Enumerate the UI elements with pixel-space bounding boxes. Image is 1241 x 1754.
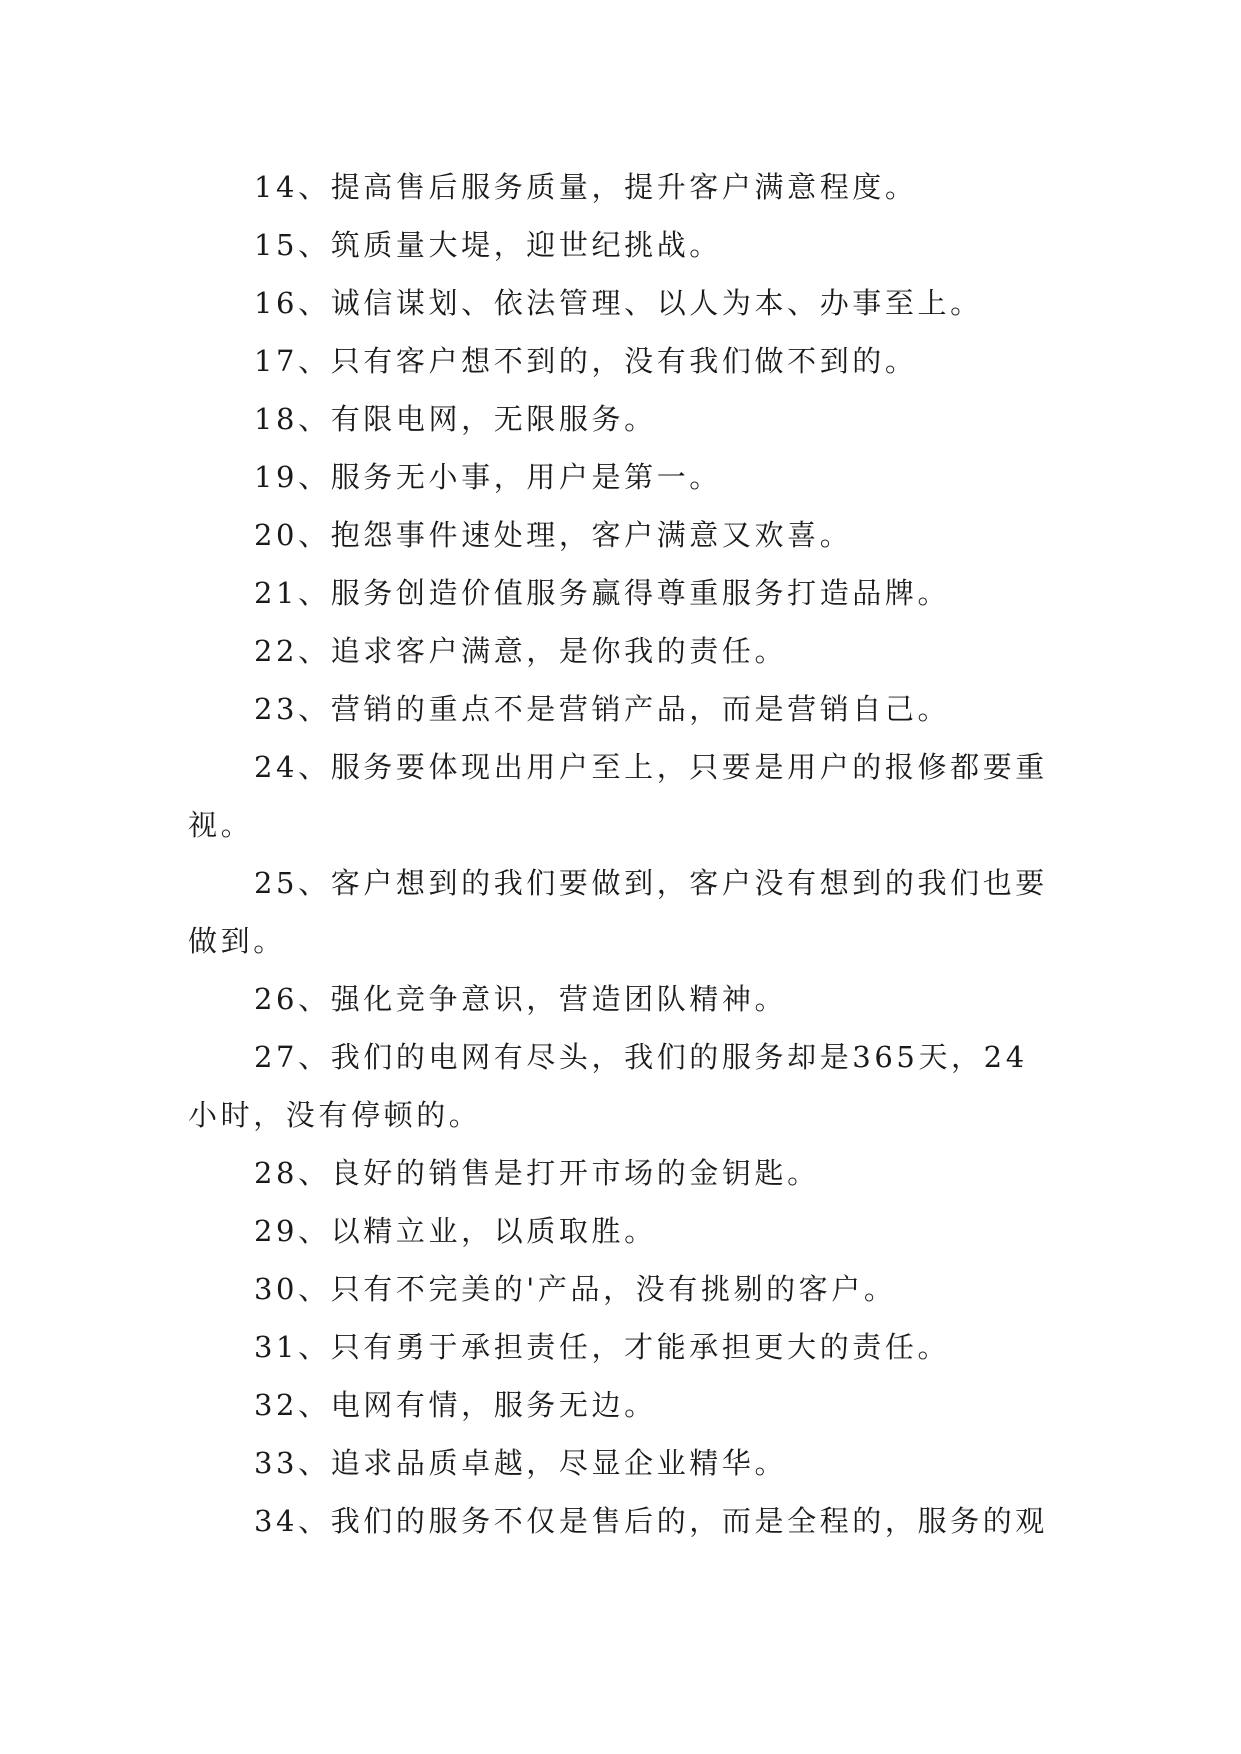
list-item: 16、诚信谋划、依法管理、以人为本、办事至上。 (254, 286, 983, 320)
list-item: 22、追求客户满意，是你我的责任。 (254, 634, 788, 668)
list-item: 20、抱怨事件速处理，客户满意又欢喜。 (254, 518, 853, 552)
list-item: 26、强化竞争意识，营造团队精神。 (254, 982, 788, 1016)
list-item: 17、只有客户想不到的，没有我们做不到的。 (254, 344, 918, 378)
list-item: 14、提高售后服务质量，提升客户满意程度。 (254, 170, 918, 204)
list-item: 27、我们的电网有尽头，我们的服务却是365天，24小时，没有停顿的。 (188, 1040, 1028, 1132)
list-item: 18、有限电网，无限服务。 (254, 402, 657, 436)
list-item: 15、筑质量大堤，迎世纪挑战。 (254, 228, 722, 262)
list-item: 34、我们的服务不仅是售后的，而是全程的，服务的观 (254, 1504, 1048, 1538)
list-item: 24、服务要体现出用户至上，只要是用户的报修都要重视。 (188, 750, 1048, 842)
list-item: 31、只有勇于承担责任，才能承担更大的责任。 (254, 1330, 951, 1364)
list-item: 23、营销的重点不是营销产品，而是营销自己。 (254, 692, 951, 726)
list-item: 19、服务无小事，用户是第一。 (254, 460, 722, 494)
list-item: 32、电网有情，服务无边。 (254, 1388, 657, 1422)
document-body (188, 158, 1058, 1550)
list-item: 33、追求品质卓越，尽显企业精华。 (254, 1446, 788, 1480)
list-item: 28、良好的销售是打开市场的金钥匙。 (254, 1156, 820, 1190)
list-item: 29、以精立业，以质取胜。 (254, 1214, 657, 1248)
list-item: 21、服务创造价值服务赢得尊重服务打造品牌。 (254, 576, 951, 610)
list-item: 25、客户想到的我们要做到，客户没有想到的我们也要做到。 (188, 866, 1048, 958)
list-item: 30、只有不完美的'产品，没有挑剔的客户。 (254, 1272, 897, 1306)
